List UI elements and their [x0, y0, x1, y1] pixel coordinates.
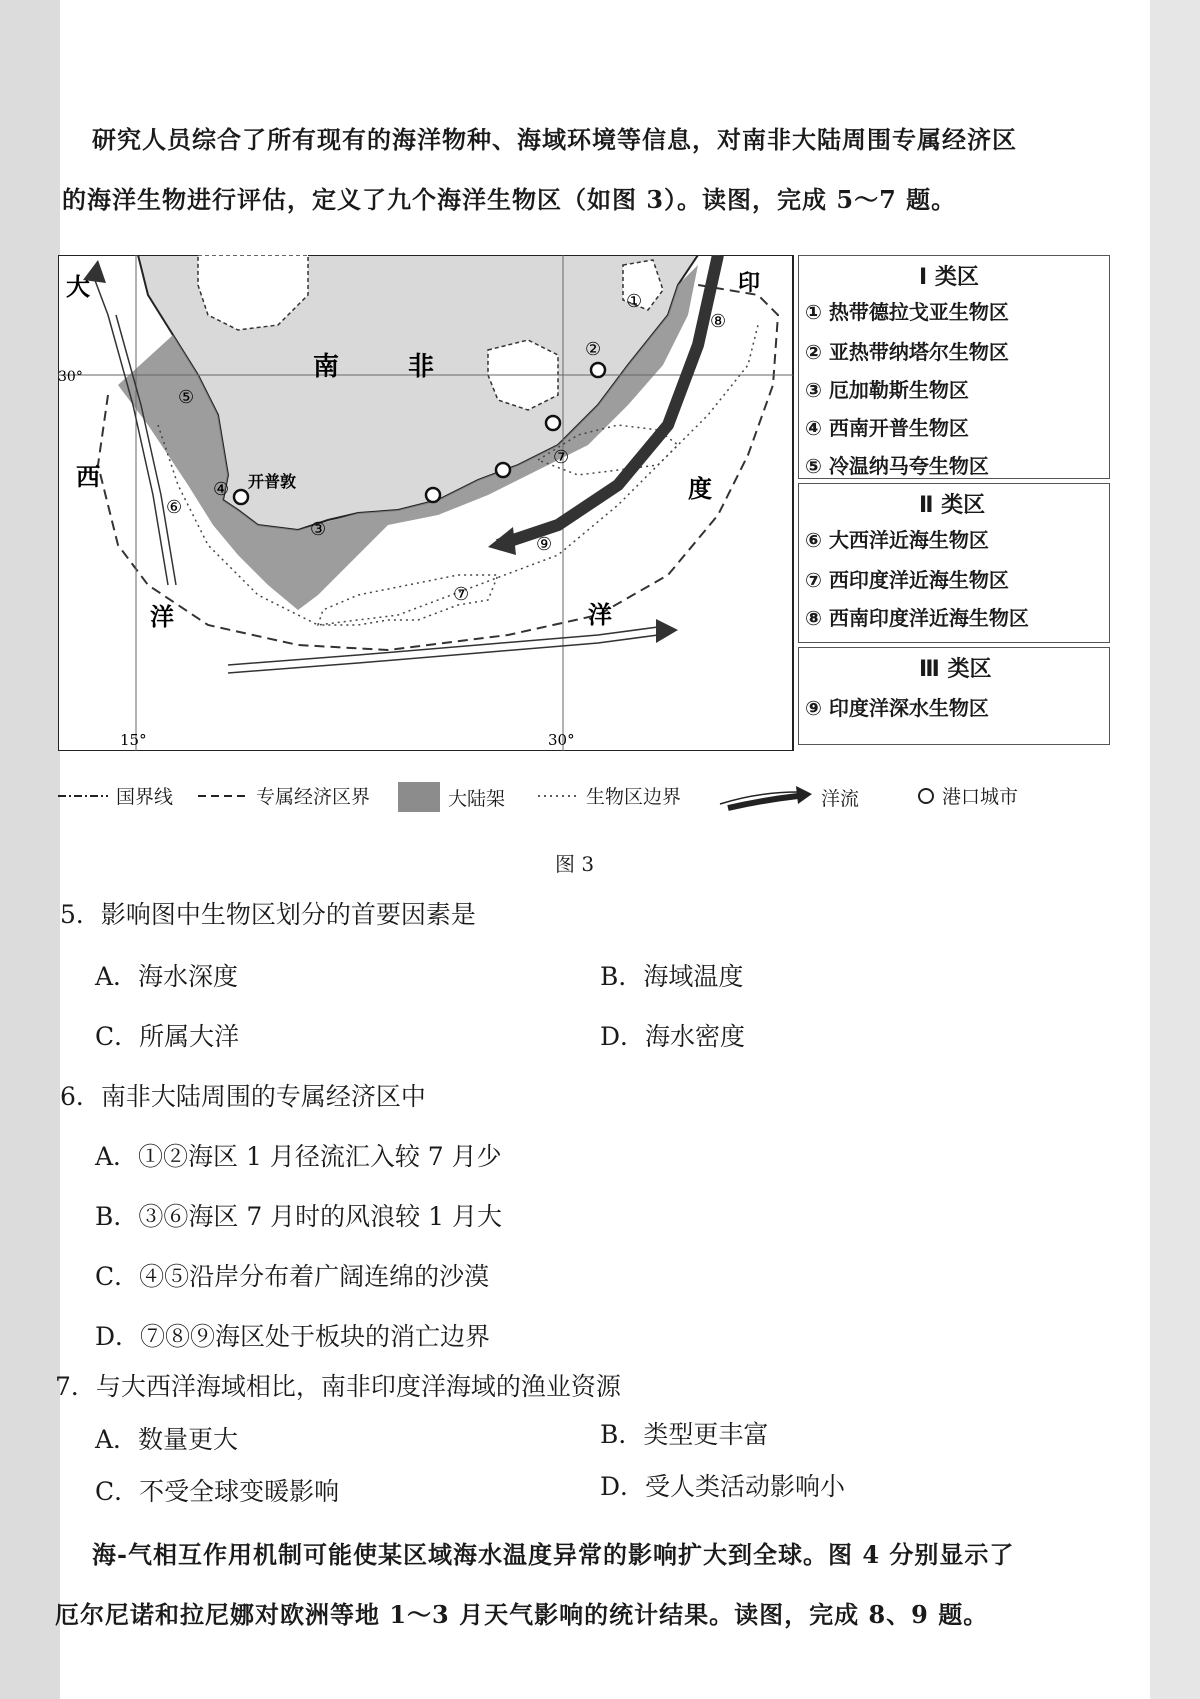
scan-margin-left [0, 0, 60, 1699]
intro-line-2: 的海洋生物进行评估，定义了九个海洋生物区（如图 3）。读图，完成 5～7 题。 [62, 185, 957, 214]
region-mark-7b: ⑦ [453, 584, 470, 605]
class1-item-2: ② 亚热带纳塔尔生物区 [805, 340, 1009, 364]
class1-item-1: ① 热带德拉戈亚生物区 [805, 300, 1009, 324]
class2-item-7: ⑦ 西印度洋近海生物区 [805, 568, 1009, 592]
shelf-swatch-icon [398, 782, 440, 812]
legend-eez-label: 专属经济区界 [256, 786, 371, 808]
outro-line-1: 海-气相互作用机制可能使某区域海水温度异常的影响扩大到全球。图 4 分别显示了 [92, 1540, 1015, 1569]
question-5-stem: 5．影响图中生物区划分的首要因素是 [60, 900, 476, 929]
legend-border [58, 782, 173, 809]
legend-eez [198, 782, 370, 809]
eez-line-icon [198, 791, 248, 801]
region-mark-6: ⑥ [166, 497, 183, 518]
map-legend [58, 782, 1116, 822]
region-sidebar [798, 255, 1116, 751]
intro-line-1: 研究人员综合了所有现有的海洋物种、海域环境等信息，对南非大陆周围专属经济区 [92, 125, 1017, 154]
class1-title: Ⅰ 类区 [919, 265, 979, 290]
legend-current [718, 782, 859, 812]
current-arrow-icon [718, 782, 813, 812]
question-6-stem: 6．南非大陆周围的专属经济区中 [60, 1082, 426, 1111]
border-line-icon [58, 791, 108, 801]
region-mark-4: ④ [213, 479, 230, 500]
region-mark-8: ⑧ [710, 311, 727, 332]
legend-shelf [398, 782, 505, 812]
port-city [546, 416, 560, 430]
class3-title: Ⅲ 类区 [919, 657, 992, 682]
q7-option-b: B．类型更丰富 [600, 1420, 769, 1449]
label-du: 度 [688, 474, 712, 503]
class3-box [798, 647, 1110, 745]
q6-option-a: A．①②海区 1 月径流汇入较 7 月少 [95, 1142, 502, 1171]
q6-option-c: C．④⑤沿岸分布着广阔连绵的沙漠 [95, 1262, 490, 1291]
class2-title: Ⅱ 类区 [919, 493, 986, 518]
region-mark-1: ① [626, 291, 643, 312]
label-yang-east: 洋 [588, 600, 612, 629]
q7-option-d: D．受人类活动影响小 [600, 1472, 846, 1501]
outro-line-2: 厄尔尼诺和拉尼娜对欧洲等地 1～3 月天气影响的统计结果。读图，完成 8、9 题。 [55, 1600, 989, 1629]
label-xi: 西 [76, 462, 100, 491]
legend-shelf-label: 大陆架 [448, 787, 506, 810]
q6-option-d: D．⑦⑧⑨海区处于板块的消亡边界 [95, 1322, 491, 1351]
label-yin: 印 [738, 270, 761, 296]
legend-border-label: 国界线 [116, 786, 174, 808]
label-cape-town: 开普敦 [248, 472, 297, 491]
bio-line-icon [538, 791, 578, 801]
figure-3-map [58, 255, 1116, 751]
class1-item-5: ⑤ 冷温纳马夸生物区 [805, 454, 989, 478]
question-7-stem: 7．与大西洋海域相比，南非印度洋海域的渔业资源 [55, 1372, 621, 1401]
class2-box [798, 483, 1110, 643]
region-mark-7a: ⑦ [553, 447, 570, 468]
label-lon-15: 15° [120, 731, 147, 749]
legend-current-label: 洋流 [821, 787, 860, 810]
port-circle-icon [918, 788, 934, 804]
region-mark-5: ⑤ [178, 387, 195, 408]
legend-bio-label: 生物区边界 [586, 786, 682, 808]
q7-option-a: A．数量更大 [95, 1425, 239, 1454]
q5-option-a: A．海水深度 [95, 962, 239, 991]
label-da: 大 [66, 272, 90, 301]
class1-item-3: ③ 厄加勒斯生物区 [805, 378, 969, 402]
port-cape-town [234, 490, 248, 504]
class1-box [798, 255, 1110, 479]
class2-item-8: ⑧ 西南印度洋近海生物区 [805, 606, 1029, 630]
port-city [591, 363, 605, 377]
label-yang-west: 洋 [150, 602, 174, 631]
class3-item-9: ⑨ 印度洋深水生物区 [805, 696, 989, 720]
label-lat-30: 30° [58, 369, 83, 385]
q6-option-b: B．③⑥海区 7 月时的风浪较 1 月大 [95, 1202, 502, 1231]
figure-caption: 图 3 [555, 852, 595, 876]
port-city [426, 488, 440, 502]
scan-margin-right [1150, 0, 1200, 1699]
q5-option-d: D．海水密度 [600, 1022, 746, 1051]
label-lon-30: 30° [548, 731, 575, 749]
region-mark-9: ⑨ [536, 534, 553, 555]
legend-port-label: 港口城市 [942, 786, 1019, 808]
region-mark-2: ② [585, 339, 602, 360]
class1-item-4: ④ 西南开普生物区 [805, 416, 969, 440]
port-city [496, 463, 510, 477]
label-south-africa: 南 非 [313, 352, 465, 382]
q7-option-c: C．不受全球变暖影响 [95, 1477, 340, 1506]
q5-option-c: C．所属大洋 [95, 1022, 240, 1051]
q5-option-b: B．海域温度 [600, 962, 744, 991]
class2-item-6: ⑥ 大西洋近海生物区 [805, 528, 989, 552]
legend-bio [538, 782, 681, 809]
legend-port [918, 782, 1018, 809]
region-mark-3: ③ [310, 519, 327, 540]
